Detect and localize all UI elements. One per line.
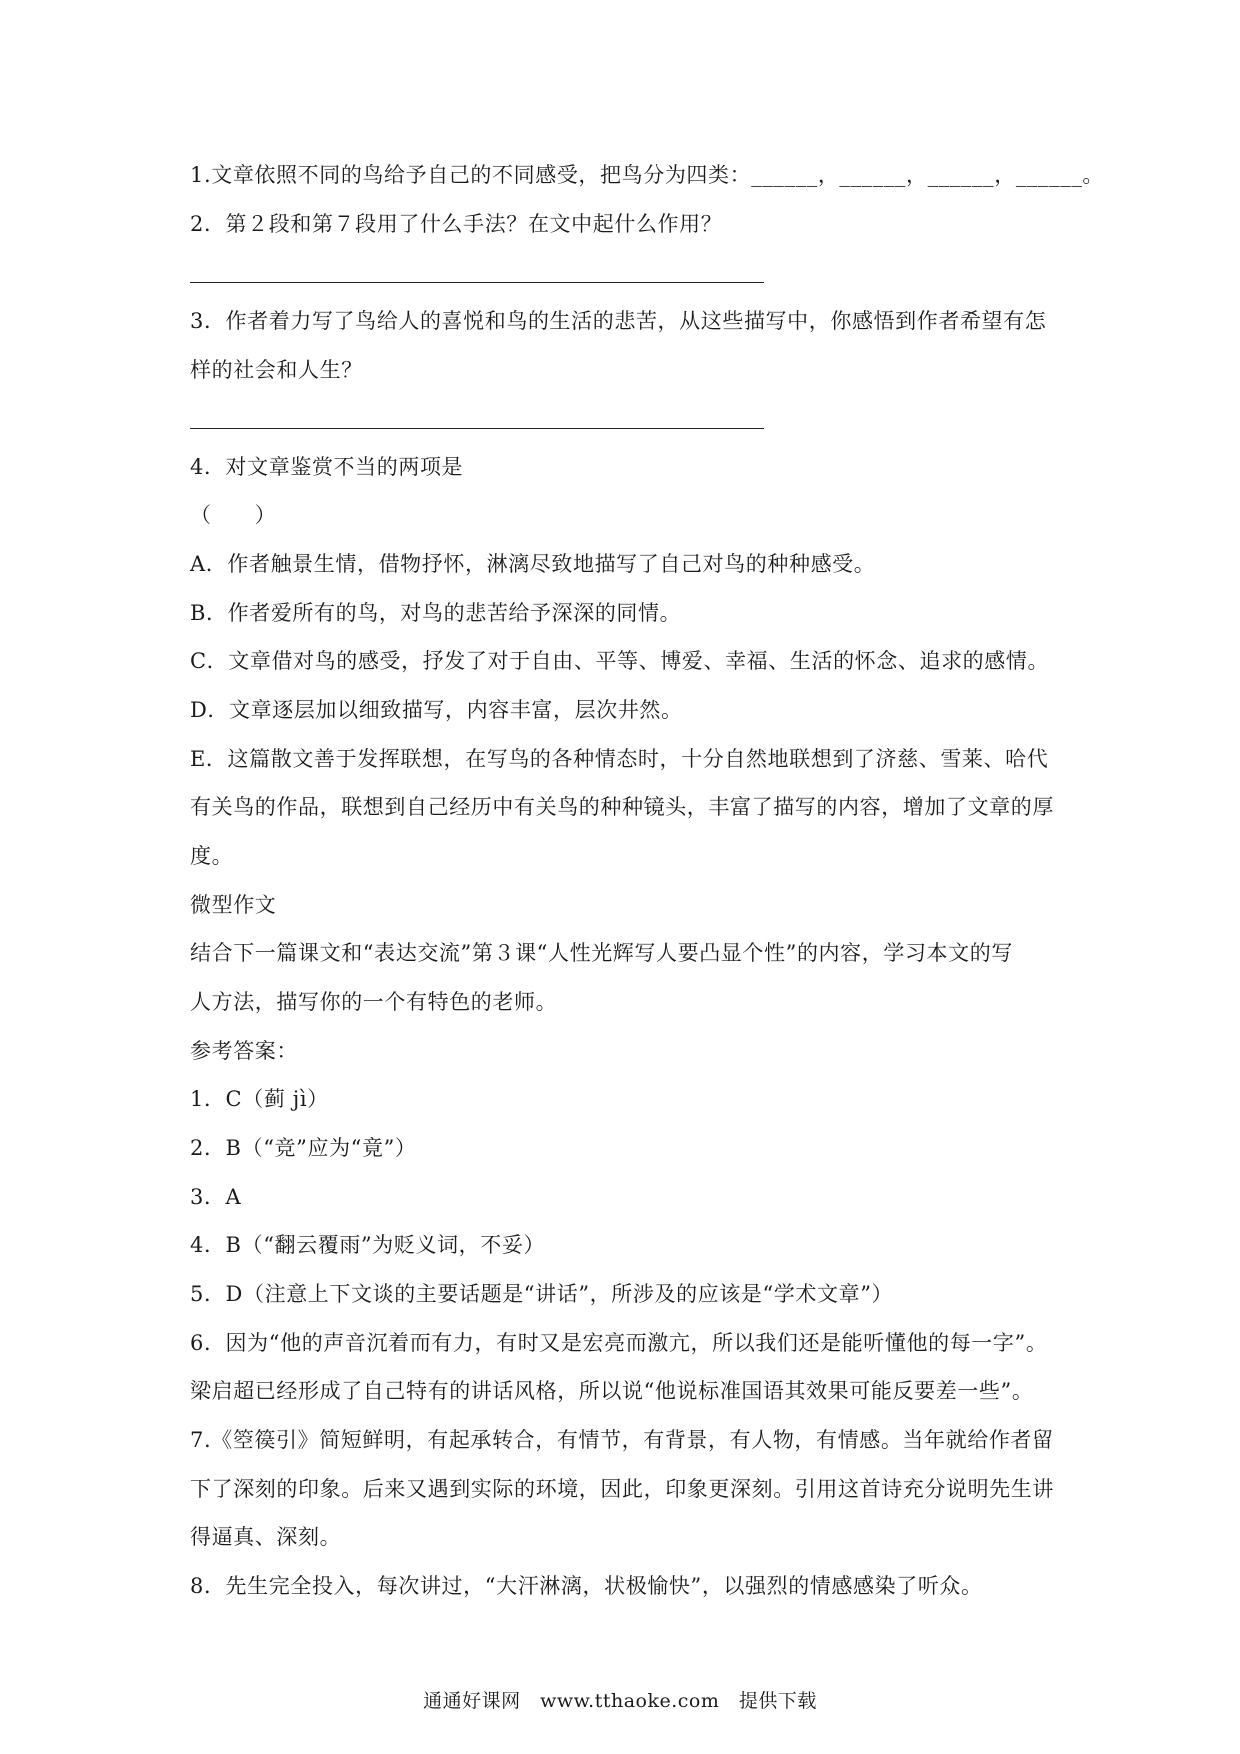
question-1: 1.文章依照不同的鸟给予自己的不同感受，把鸟分为四类：______，______，______，______。	[190, 163, 1105, 187]
option-e-line-1: E．这篇散文善于发挥联想，在写鸟的各种情态时，十分自然地联想到了济慈、雪莱、哈代	[190, 747, 1049, 771]
essay-heading: 微型作文	[190, 893, 277, 917]
option-a: A．作者触景生情，借物抒怀，淋漓尽致地描写了自己对鸟的种种感受。	[190, 552, 876, 576]
answer-item: 6．因为“他的声音沉着而有力，有时又是宏亮而激亢，所以我们还是能听懂他的每一字”。	[190, 1331, 1048, 1355]
question-3-line-2: 样的社会和人生？	[190, 358, 363, 382]
answer-item: 2．B（“竞”应为“竟”）	[190, 1136, 417, 1160]
option-b: B．作者爱所有的鸟，对鸟的悲苦给予深深的同情。	[190, 601, 682, 625]
answer-item: 5．D（注意上下文谈的主要话题是“讲话”，所涉及的应该是“学术文章”）	[190, 1282, 894, 1306]
answer-line-2	[190, 428, 764, 429]
answer-item: 4．B（“翻云覆雨”为贬义词，不妥）	[190, 1233, 546, 1257]
answer-item: 得逼真、深刻。	[190, 1525, 342, 1549]
answer-item: 7.《箜篌引》简短鲜明，有起承转合，有情节，有背景，有人物，有情感。当年就给作者留	[190, 1428, 1054, 1452]
option-e-line-2: 有关鸟的作品，联想到自己经历中有关鸟的种种镜头，丰富了描写的内容，增加了文章的厚	[190, 795, 1054, 819]
answers-heading: 参考答案：	[190, 1039, 298, 1063]
option-d: D．文章逐层加以细致描写，内容丰富，层次井然。	[190, 698, 683, 722]
answer-item: 梁启超已经形成了自己特有的讲话风格，所以说“他说标准国语其效果可能反要差一些”。	[190, 1379, 1034, 1403]
answer-item: 下了深刻的印象。后来又遇到实际的环境，因此，印象更深刻。引用这首诗充分说明先生讲	[190, 1477, 1054, 1501]
question-4: 4．对文章鉴赏不当的两项是	[190, 455, 464, 479]
question-3-line-1: 3．作者着力写了鸟给人的喜悦和鸟的生活的悲苦，从这些描写中，你感悟到作者希望有怎	[190, 309, 1047, 333]
answer-item: 1．C（蓟 jì）	[190, 1087, 329, 1111]
essay-line-2: 人方法，描写你的一个有特色的老师。	[190, 990, 558, 1014]
answer-bracket: （ ）	[190, 503, 277, 527]
option-c: C．文章借对鸟的感受，抒发了对于自由、平等、博爱、幸福、生活的怀念、追求的感情。	[190, 649, 1050, 673]
answer-item: 3．A	[190, 1185, 242, 1209]
option-e-line-3: 度。	[190, 844, 234, 868]
essay-line-1: 结合下一篇课文和“表达交流”第３课“人性光辉写人要凸显个性”的内容，学习本文的写	[190, 941, 1013, 965]
question-2: 2．第２段和第７段用了什么手法？在文中起什么作用？	[190, 212, 723, 236]
answer-item: 8．先生完全投入，每次讲过，“大汗淋漓，状极愉快”，以强烈的情感感染了听众。	[190, 1574, 983, 1598]
answer-line-1	[190, 282, 764, 283]
page-footer: 通通好课网 www.tthaoke.com 提供下载	[423, 1690, 817, 1712]
